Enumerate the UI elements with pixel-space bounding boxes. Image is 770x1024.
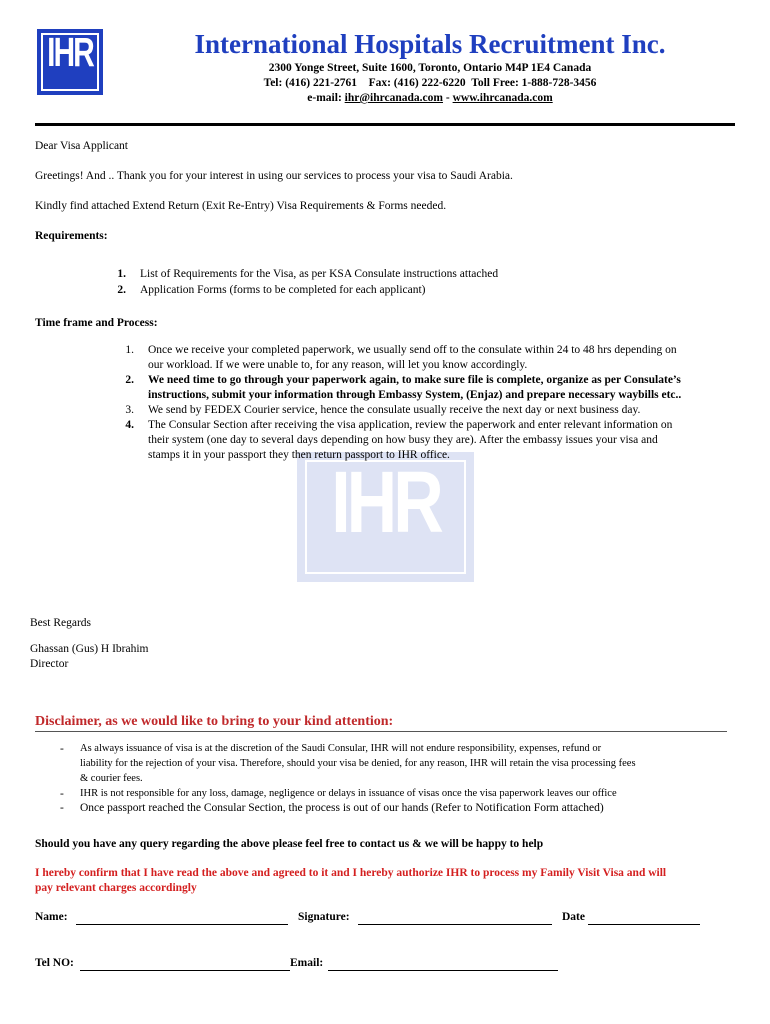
ihr-watermark: IHR <box>297 452 474 582</box>
date-label: Date <box>562 911 585 923</box>
email-link[interactable]: ihr@ihrcanada.com <box>344 92 443 104</box>
list-number: 2. <box>125 374 134 386</box>
list-item: Application Forms (forms to be completed for each applicant) <box>140 284 426 296</box>
tel-label: Tel NO: <box>35 957 74 969</box>
list-number: 2. <box>117 284 126 296</box>
list-item: our workload. If we were unable to, for any reason, will let you know accordingly. <box>148 359 528 371</box>
ihr-logo: IHR <box>37 29 103 95</box>
bullet-dash: - <box>60 802 64 814</box>
salutation: Dear Visa Applicant <box>35 140 128 152</box>
email-label: Email: <box>290 957 324 969</box>
company-address: 2300 Yonge Street, Suite 1600, Toronto, Ontario M4P 1E4 Canada <box>268 62 592 74</box>
query-note: Should you have any query regarding the above please feel free to contact us & we will be happy to help <box>35 838 544 850</box>
list-item: List of Requirements for the Visa, as per KSA Consulate instructions attached <box>140 268 499 280</box>
company-name: International Hospitals Recruitment Inc. <box>194 29 666 59</box>
bullet-dash: - <box>60 788 64 800</box>
list-number: 4. <box>125 419 134 431</box>
disclaimer-item: As always issuance of visa is at the discretion of the Saudi Consular, IHR will not endure responsibility, expenses, refund or <box>80 743 602 754</box>
header-divider <box>35 123 735 126</box>
disclaimer-item: IHR is not responsible for any loss, damage, negligence or delays in issuance of visas once the visa paperwork leaves our office <box>80 788 617 799</box>
name-label: Name: <box>35 911 68 923</box>
greeting: Greetings! And .. Thank you for your interest in using our services to process your visa to Saudi Arabia. <box>35 170 513 182</box>
signature-label: Signature: <box>298 911 350 923</box>
list-number: 1. <box>125 344 134 356</box>
name-field[interactable] <box>76 912 288 925</box>
confirmation-text: pay relevant charges accordingly <box>35 882 197 894</box>
process-heading: Time frame and Process: <box>35 317 158 329</box>
list-number: 3. <box>125 404 134 416</box>
bullet-dash: - <box>60 743 64 755</box>
email-field[interactable] <box>328 958 558 971</box>
disclaimer-item: liability for the rejection of your visa. Therefore, should your visa be denied, for any reason, IHR will retain the visa processing fees <box>80 758 636 769</box>
website-link[interactable]: www.ihrcanada.com <box>452 92 553 104</box>
disclaimer-item: & courier fees. <box>80 773 143 784</box>
disclaimer-item: Once passport reached the Consular Section, the process is out of our hands (Refer to Notification Form attached) <box>80 802 604 814</box>
disclaimer-title: Disclaimer, as we would like to bring to your kind attention: <box>35 714 394 729</box>
list-item: Once we receive your completed paperwork, we usually send off to the consulate within 24 to 48 hrs depending on <box>148 344 677 356</box>
company-contact: e-mail: ihr@ihrcanada.com - www.ihrcanada.com <box>307 92 553 104</box>
confirmation-text: I hereby confirm that I have read the above and agreed to it and I hereby authorize IHR to process my Family Visit Visa and will <box>35 867 667 879</box>
disclaimer-underline <box>35 731 727 732</box>
list-item: We need time to go through your paperwork again, to make sure file is complete, organize as per Consulate’s <box>148 374 681 386</box>
tel-field[interactable] <box>80 958 290 971</box>
company-phones: Tel: (416) 221-2761 Fax: (416) 222-6220 Toll Free: 1-888-728-3456 <box>263 77 597 89</box>
signer-title: Director <box>30 658 69 670</box>
intro-text: Kindly find attached Extend Return (Exit Re-Entry) Visa Requirements & Forms needed. <box>35 200 447 212</box>
list-item: stamps it in your passport they then return passport to IHR office. <box>148 449 450 461</box>
list-item: their system (one day to several days depending on how busy they are). After the embassy issues your visa and <box>148 434 658 446</box>
list-item: The Consular Section after receiving the visa application, review the paperwork and enter relevant information on <box>148 419 673 431</box>
signature-field[interactable] <box>358 912 552 925</box>
date-field[interactable] <box>588 912 700 925</box>
closing: Best Regards <box>30 617 92 629</box>
list-number: 1. <box>117 268 126 280</box>
signer-name: Ghassan (Gus) H Ibrahim <box>30 643 149 655</box>
list-item: instructions, submit your information through Embassy System, (Enjaz) and prepare necessary waybills etc.. <box>148 389 682 401</box>
list-item: We send by FEDEX Courier service, hence the consulate usually receive the next day or next business day. <box>148 404 641 416</box>
requirements-heading: Requirements: <box>35 230 108 242</box>
